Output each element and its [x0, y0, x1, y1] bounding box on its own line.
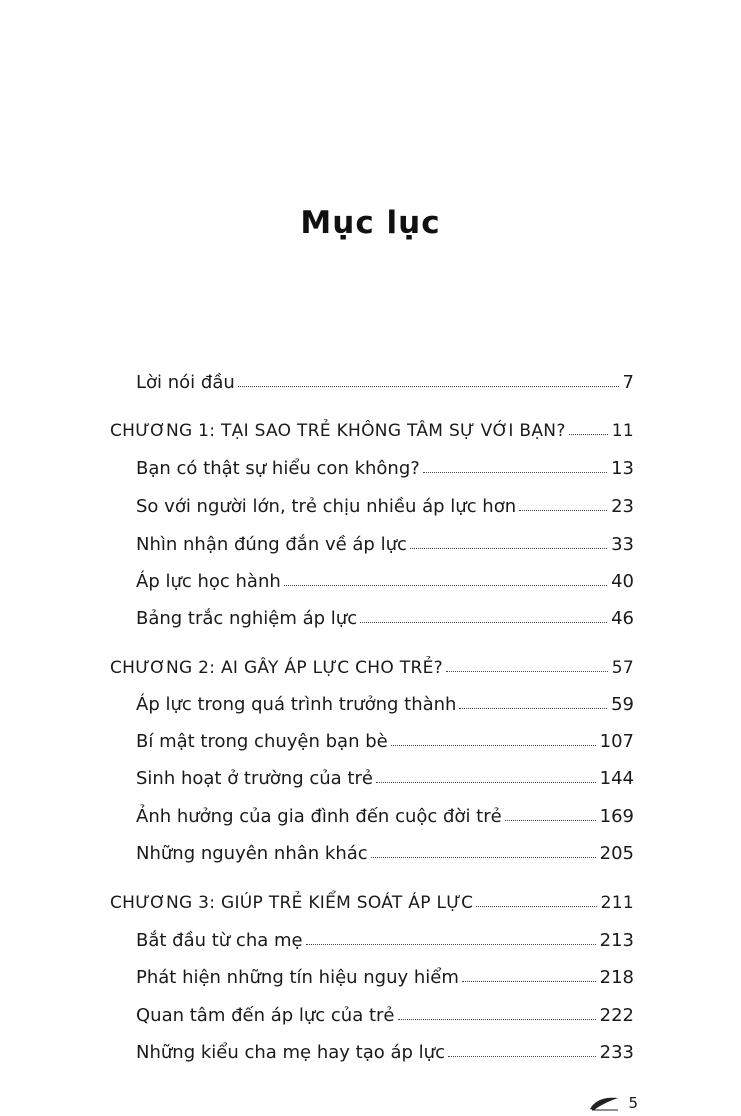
toc-page-number: 211	[600, 893, 634, 913]
toc-label: Bắt đầu từ cha mẹ	[136, 930, 303, 951]
toc-entry-row	[136, 1033, 634, 1063]
toc-label: CHƯƠNG 3: GIÚP TRẺ KIỂM SOÁT ÁP LỰC	[110, 893, 474, 913]
toc-page-number: 213	[599, 930, 634, 951]
toc-page-number: 40	[611, 571, 634, 592]
toc-page-number: 46	[611, 608, 634, 629]
toc-entry-row	[136, 759, 634, 789]
toc-entry-row	[136, 449, 634, 479]
dot-leader	[476, 905, 596, 907]
toc-label: Phát hiện những tín hiệu nguy hiểm	[136, 967, 459, 988]
dot-leader	[569, 433, 608, 435]
toc-chapter-row	[110, 648, 634, 678]
toc-entry-row	[136, 797, 634, 827]
toc-entry-row	[136, 996, 634, 1026]
toc-label: Nhìn nhận đúng đắn về áp lực	[136, 534, 407, 555]
toc-label: CHƯƠNG 2: AI GÂY ÁP LỰC CHO TRẺ?	[110, 658, 443, 678]
toc-page-number: 57	[611, 658, 634, 678]
dot-leader	[398, 1018, 596, 1020]
toc-chapter-row	[110, 411, 634, 441]
dot-leader	[462, 980, 596, 982]
toc-label: So với người lớn, trẻ chịu nhiều áp lực hơn	[136, 496, 517, 517]
toc-label: Bạn có thật sự hiểu con không?	[136, 458, 420, 479]
toc-label: Ảnh hưởng của gia đình đến cuộc đời trẻ	[136, 806, 502, 827]
toc-page-number: 11	[611, 421, 634, 441]
toc-page-number: 33	[611, 534, 634, 555]
toc-page-number: 107	[599, 731, 634, 752]
toc-entry-row	[136, 722, 634, 752]
toc-entry-row	[136, 562, 634, 592]
toc-chapter-row	[110, 883, 634, 913]
toc-label: Áp lực học hành	[136, 571, 281, 592]
dot-leader	[448, 1055, 596, 1057]
dot-leader	[306, 943, 596, 945]
toc-entry-row	[136, 958, 634, 988]
toc-label: CHƯƠNG 1: TẠI SAO TRẺ KHÔNG TÂM SỰ VỚI BẠN?	[110, 421, 566, 441]
quill-ornament-icon	[588, 1095, 622, 1111]
dot-leader	[376, 781, 596, 783]
toc-page-number: 23	[611, 496, 634, 517]
toc-label: Bảng trắc nghiệm áp lực	[136, 608, 358, 629]
toc-label: Lời nói đầu	[136, 372, 235, 393]
toc-label: Áp lực trong quá trình trưởng thành	[136, 694, 457, 715]
page-title: Mục lục	[300, 205, 441, 241]
toc-label: Sinh hoạt ở trường của trẻ	[136, 768, 373, 789]
toc-page-number: 13	[611, 458, 634, 479]
dot-leader	[284, 584, 607, 586]
toc-entry-row	[136, 685, 634, 715]
toc-entry-row	[136, 921, 634, 951]
toc-page-number: 144	[599, 768, 634, 789]
dot-leader	[391, 744, 596, 746]
toc-page-number: 205	[599, 843, 634, 864]
toc-entry-row	[136, 834, 634, 864]
page-number: 5	[628, 1094, 638, 1112]
toc-entry-row	[136, 363, 634, 393]
dot-leader	[519, 509, 607, 511]
page-footer	[588, 1094, 638, 1112]
toc-page-number: 218	[599, 967, 634, 988]
dot-leader	[238, 385, 619, 387]
dot-leader	[505, 819, 596, 821]
dot-leader	[423, 471, 607, 473]
toc-page-number: 169	[599, 806, 634, 827]
dot-leader	[446, 670, 608, 672]
toc-label: Bí mật trong chuyện bạn bè	[136, 731, 388, 752]
toc-label: Những nguyên nhân khác	[136, 843, 368, 864]
dot-leader	[371, 856, 596, 858]
toc-entry-row	[136, 487, 634, 517]
toc-page-number: 59	[611, 694, 634, 715]
toc-entry-row	[136, 525, 634, 555]
toc-label: Quan tâm đến áp lực của trẻ	[136, 1005, 395, 1026]
toc-entry-row	[136, 599, 634, 629]
toc-label: Những kiểu cha mẹ hay tạo áp lực	[136, 1042, 445, 1063]
dot-leader	[410, 547, 607, 549]
dot-leader	[459, 707, 607, 709]
dot-leader	[360, 621, 607, 623]
toc-page-number: 222	[599, 1005, 634, 1026]
toc-page-number: 7	[622, 372, 634, 393]
toc-page-number: 233	[599, 1042, 634, 1063]
